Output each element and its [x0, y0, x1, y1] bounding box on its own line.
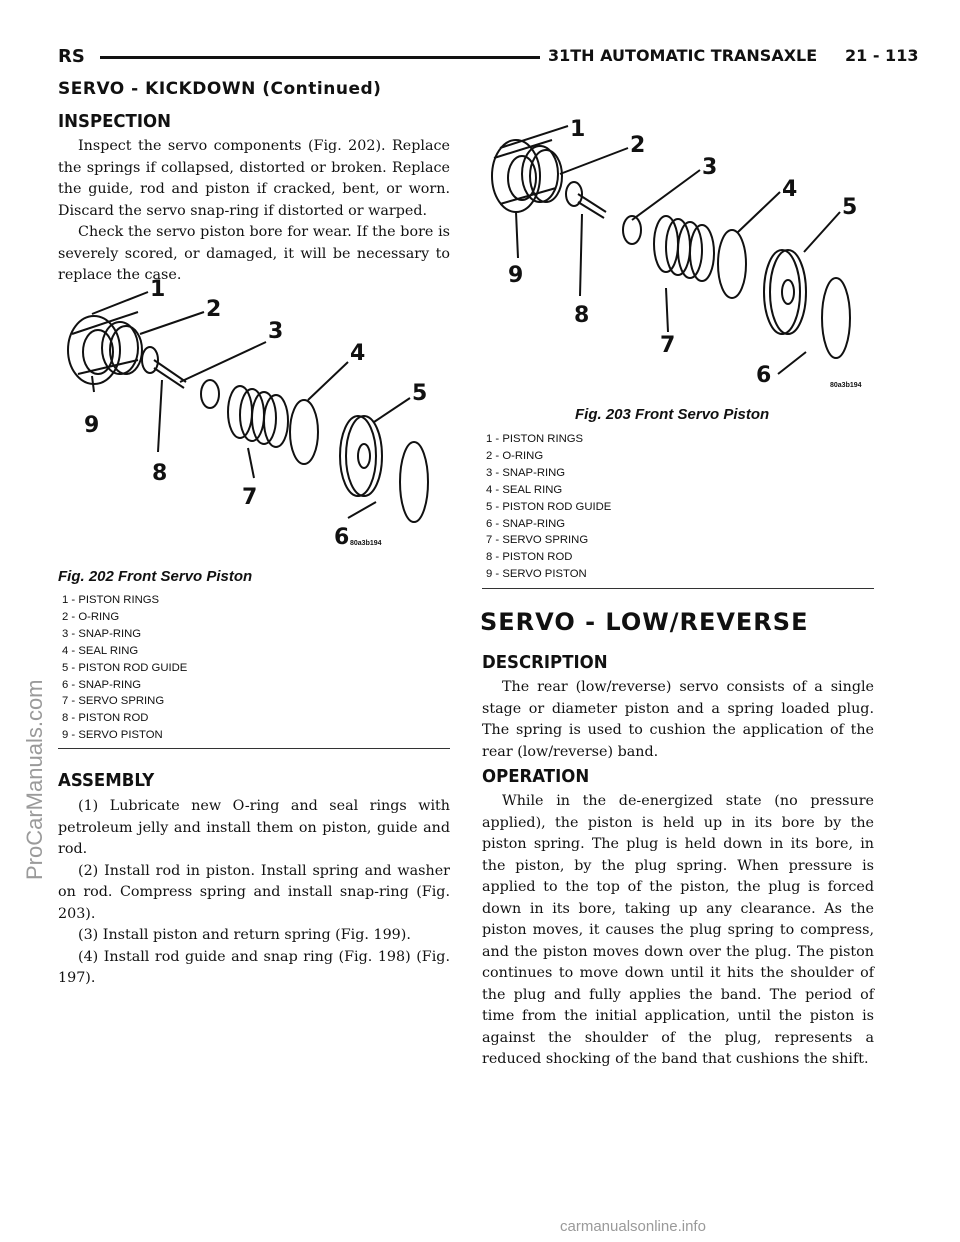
description-body — [482, 677, 874, 763]
fig202-snap-ring-3 — [201, 380, 219, 408]
assembly-heading: ASSEMBLY — [58, 770, 155, 791]
fig202-piston-rod — [154, 360, 186, 388]
fig203-callout-6: 6 — [756, 363, 772, 388]
fig202-callout-4: 4 — [350, 341, 366, 366]
fig202-callout-6: 6 — [334, 525, 350, 550]
fig203-piston-rod-guide — [764, 250, 806, 334]
fig203-legend-item: 9 - SERVO PISTON — [486, 568, 587, 581]
fig202-legend-item: 1 - PISTON RINGS — [62, 594, 160, 606]
fig203-servo-spring — [654, 216, 714, 281]
fig202-drawing — [58, 272, 450, 562]
figure-202-illustration — [58, 272, 450, 562]
fig203-seal-ring — [718, 230, 746, 298]
servo-low-reverse-title: SERVO - LOW/REVERSE — [480, 608, 809, 636]
operation-heading: OPERATION — [482, 766, 590, 787]
assembly-step-3: (3) Install piston and return spring (Fig. 199). — [78, 927, 411, 943]
fig202-legend — [62, 592, 362, 744]
fig203-caption: Fig. 203 Front Servo Piston — [575, 406, 770, 423]
assembly-body — [58, 796, 450, 990]
fig203-callout-9: 9 — [508, 263, 524, 288]
footer-site: carmanualsonline.info — [560, 1218, 706, 1235]
fig202-seal-ring — [290, 400, 318, 464]
fig202-callout-5: 5 — [412, 381, 428, 406]
fig202-legend-item: 7 - SERVO SPRING — [62, 695, 165, 708]
fig202-callout-8: 8 — [152, 461, 168, 486]
fig202-legend-item: 2 - O-RING — [62, 610, 120, 623]
fig203-legend-item: 5 - PISTON ROD GUIDE — [486, 500, 612, 513]
fig203-callout-4: 4 — [782, 177, 798, 202]
fig203-snap-ring-6 — [822, 278, 850, 358]
fig203-callout-1: 1 — [570, 117, 586, 142]
fig202-callout-2: 2 — [206, 297, 222, 322]
operation-paragraph: While in the de-energized state (no pressure applied), the piston is held up in its bore by the piston spring. The plug is held down in its bore, in the piston, by the plug spring. When pressure is applied to the top of the piston, the plug is forced down in its bore, taking up any clearance. As the piston moves, it causes the plug spring to compress, and the piston moves down over the plug. The piston continues to move down until it hits the shoulder of the plug and fully applies the band. The period of time from the initial application, until the piston is against the shoulder of the plug, represents a reduced shocking of the band that cushions the shift. — [482, 793, 874, 1067]
fig203-callout-7: 7 — [660, 333, 676, 358]
fig203-legend-item: 3 - SNAP-RING — [486, 466, 566, 479]
assembly-step-1: (1) Lubricate new O-ring and seal rings with petroleum jelly and install them on piston, guide and rod. — [58, 798, 450, 857]
fig203-callouts — [508, 117, 857, 388]
fig202-snap-ring-6 — [400, 442, 428, 522]
header-section-code: RS — [58, 46, 85, 67]
fig203-snap-ring-3 — [623, 216, 641, 244]
description-paragraph: The rear (low/reverse) servo consists of a single stage or diameter piston and a spring loaded plug. The spring is used to cushion the application of the rear (low/reverse) band. — [482, 679, 874, 760]
watermark: ProCarManuals.com — [22, 679, 47, 880]
fig203-callout-3: 3 — [702, 155, 718, 180]
fig202-legend-item: 9 - SERVO PISTON — [62, 729, 163, 742]
figure-203-illustration — [482, 112, 874, 402]
fig202-callout-1: 1 — [150, 277, 166, 302]
fig203-callout-5: 5 — [842, 195, 858, 220]
fig203-legend-item: 1 - PISTON RINGS — [486, 433, 584, 445]
fig202-legend-item: 6 - SNAP-RING — [62, 678, 142, 691]
header-page-title: 31TH AUTOMATIC TRANSAXLE 21 - 113 — [548, 46, 919, 65]
operation-body — [482, 791, 874, 1071]
fig203-drawing — [482, 112, 874, 402]
fig202-callout-9: 9 — [84, 413, 100, 438]
fig203-callout-8: 8 — [574, 303, 590, 328]
section-continued-title: SERVO - KICKDOWN (Continued) — [58, 79, 382, 99]
description-heading: DESCRIPTION — [482, 652, 608, 673]
fig202-callouts — [84, 277, 427, 550]
assembly-step-2: (2) Install rod in piston. Install spring and washer on rod. Compress spring and install snap-ring (Fig. 203). — [58, 862, 450, 922]
inspection-heading: INSPECTION — [58, 111, 171, 132]
inspection-paragraph-1: Inspect the servo components (Fig. 202). Replace the springs if collapsed, distorted or broken. Replace the guide, rod and piston if cracked, bent, or worn. Discard the servo snap-ring if distorted or warped. — [58, 138, 450, 219]
fig202-bottom-rule — [58, 748, 450, 749]
fig203-image-code: 80a3b194 — [830, 382, 862, 389]
fig202-piston-rod-guide — [340, 416, 382, 496]
fig203-bottom-rule — [482, 588, 874, 589]
assembly-step-4: (4) Install rod guide and snap ring (Fig. 198) (Fig. 197). — [58, 948, 450, 986]
fig203-legend-item: 8 - PISTON ROD — [486, 551, 573, 564]
fig203-callout-2: 2 — [630, 133, 646, 158]
fig202-callout-7: 7 — [242, 485, 258, 510]
fig203-legend — [486, 431, 786, 583]
fig202-caption: Fig. 202 Front Servo Piston — [58, 568, 253, 585]
fig203-legend-item: 7 - SERVO SPRING — [486, 534, 589, 547]
fig202-legend-item: 5 - PISTON ROD GUIDE — [62, 661, 188, 674]
inspection-body — [58, 136, 450, 287]
fig202-image-code: 80a3b194 — [350, 540, 382, 547]
fig202-legend-item: 4 - SEAL RING — [62, 644, 139, 657]
fig202-legend-item: 8 - PISTON ROD — [62, 712, 149, 725]
header-rule — [100, 56, 540, 59]
fig202-callout-3: 3 — [268, 319, 284, 344]
fig202-servo-spring — [228, 386, 288, 447]
fig203-legend-item: 6 - SNAP-RING — [486, 517, 566, 530]
fig202-legend-item: 3 - SNAP-RING — [62, 627, 142, 640]
inspection-paragraph-2: Check the servo piston bore for wear. If the bore is severely scored, or damaged, it will be necessary to replace the case. — [58, 224, 450, 283]
fig203-legend-item: 2 - O-RING — [486, 449, 544, 462]
fig203-legend-item: 4 - SEAL RING — [486, 483, 563, 496]
